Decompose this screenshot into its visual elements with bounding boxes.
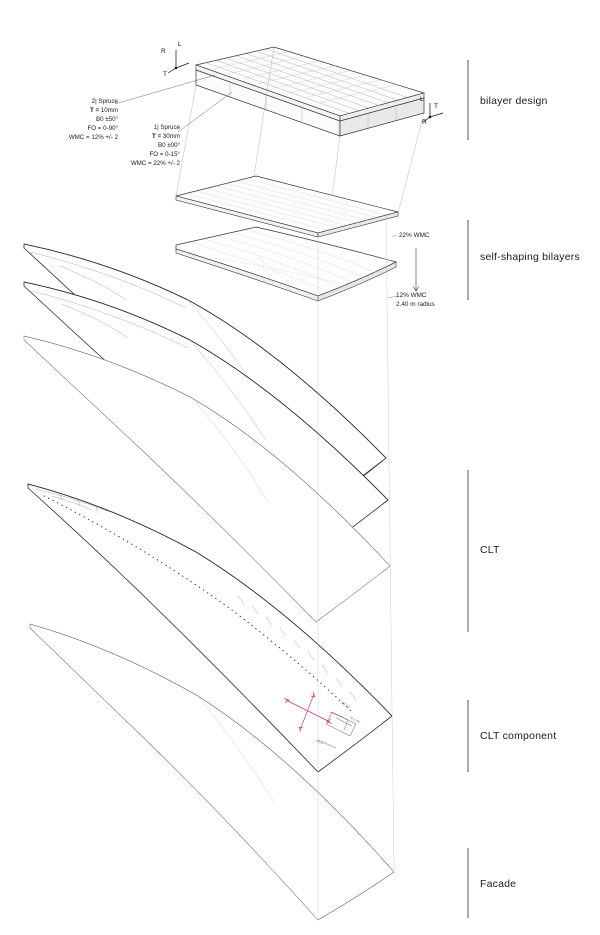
stage-label-facade: Facade (480, 878, 517, 890)
axis-label-l-right: L (420, 96, 424, 103)
callout-passive-value-1: 10mm (100, 106, 118, 114)
pink-note-3: R 2.40 (349, 715, 361, 725)
stage-label-bilayer-design: bilayer design (480, 95, 548, 107)
callout-active-line-3 (82, 151, 180, 160)
callout-passive-name: 2| Spruce (91, 98, 118, 105)
axis-label-l: L (178, 41, 182, 48)
callout-active-name: 1| Spruce (153, 124, 180, 131)
stage-label-self-shaping-bilayers: self-shaping bilayers (480, 251, 580, 263)
axis-indicator-top-left (168, 50, 189, 73)
pink-note-1: FS 01 (340, 701, 351, 709)
callout-active-line-4 (82, 160, 180, 169)
axis-label-t-right: T (434, 103, 438, 110)
pink-note-2: 12.5 (315, 738, 324, 746)
callout-passive-label-3: FO = (87, 124, 104, 132)
wmc-bottom-label: 12% WMC (396, 292, 427, 299)
callout-passive-value-3: 0-90° (103, 124, 118, 132)
callout-active-value-3: 0-15° (165, 150, 180, 158)
callout-active-layer (82, 124, 180, 169)
callout-active-line-1 (82, 133, 180, 142)
callout-active-value-4: 22% +/- 2 (153, 159, 180, 167)
bilayer-board-assembly (196, 47, 424, 136)
curved-bilayer (176, 227, 396, 301)
radius-label: 2.40 m radius (396, 301, 435, 308)
axis-label-r-right: R (422, 119, 427, 126)
callout-active-label-4: WMC = (130, 159, 154, 167)
axis-label-t: T (163, 71, 167, 78)
callout-active-value-2: 00° (170, 141, 180, 149)
wmc-top-label: 22% WMC (399, 232, 430, 239)
callout-passive-value-4: 12% +/- 2 (91, 133, 118, 141)
callout-passive-label-1: T = (89, 106, 101, 114)
callout-active-value-1: 30mm (162, 132, 180, 140)
callout-passive-value-2: 50° (108, 115, 118, 123)
axis-label-r: R (161, 48, 166, 55)
moisture-gradient-arrow (413, 248, 419, 291)
callout-active-label-2: B0 ± (157, 141, 171, 149)
callout-passive-label-4: WMC = (68, 133, 92, 141)
stage-label-clt: CLT (480, 544, 500, 556)
callout-active-line-2 (82, 142, 180, 151)
callout-passive-line-1 (10, 107, 118, 116)
callout-active-label-3: FO = (149, 150, 166, 158)
callout-passive-label-2: B0 ± (95, 115, 109, 123)
flat-bilayer (176, 176, 398, 237)
stage-label-clt-component: CLT component (480, 730, 557, 742)
callout-active-label-1: T = (151, 132, 163, 140)
